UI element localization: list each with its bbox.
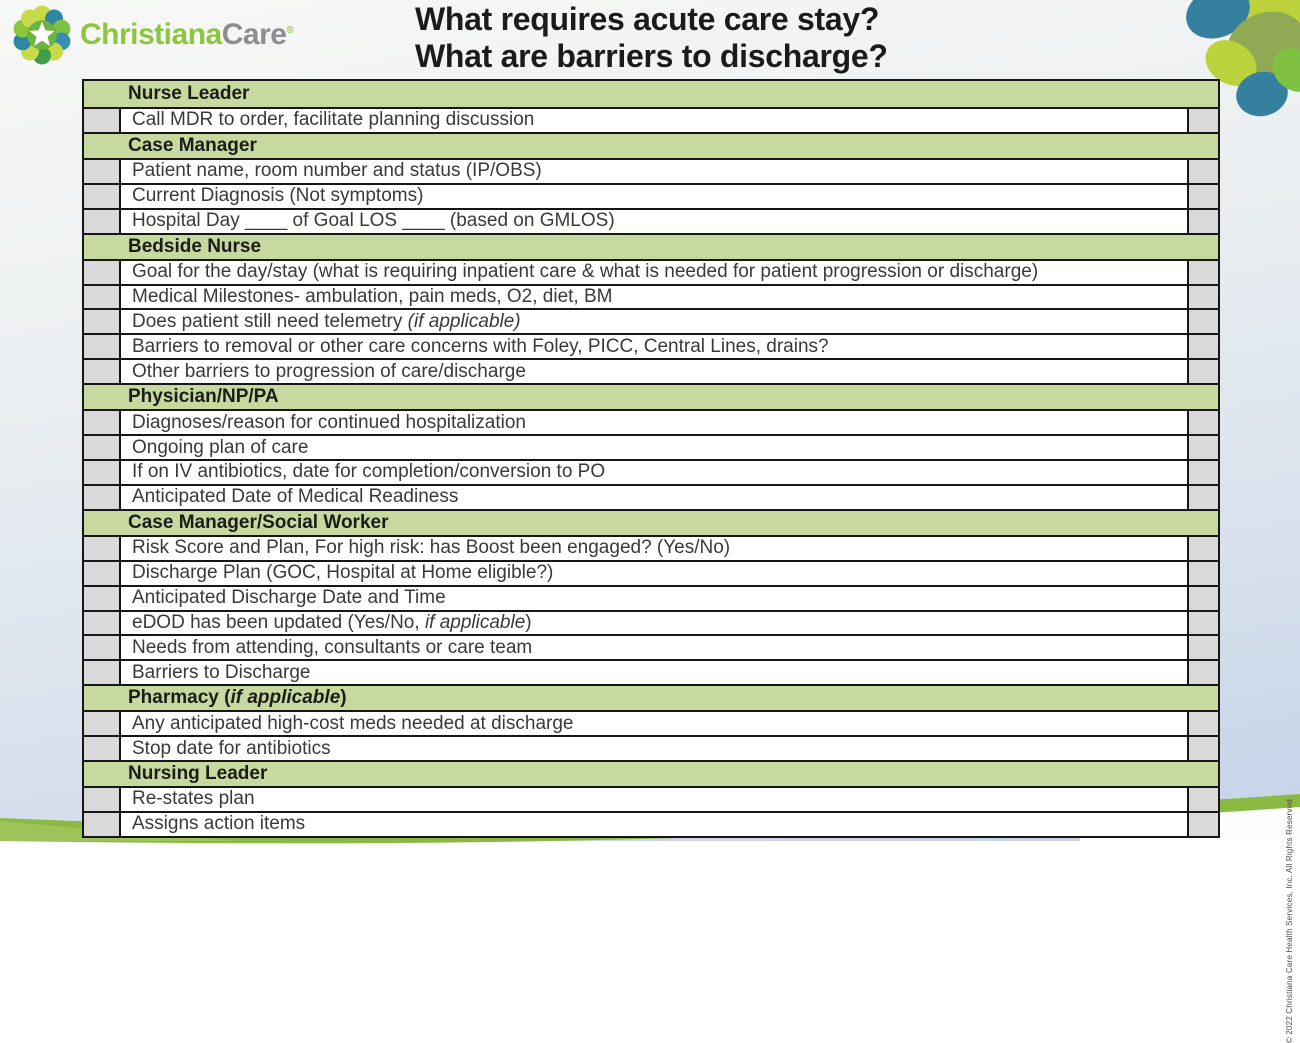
checklist-table: [82, 79, 1220, 838]
label-text: Nursing Leader: [128, 763, 268, 785]
section-header-label: [128, 512, 388, 534]
label-text: Anticipated Discharge Date and Time: [132, 587, 446, 609]
checklist-item-row: [84, 786, 1218, 811]
item-checkbox-cell-right[interactable]: [1187, 737, 1218, 760]
label-text: Ongoing plan of care: [132, 436, 309, 458]
label-text: if applicable: [230, 687, 341, 709]
label-text: (if applicable): [407, 310, 521, 332]
item-label: [121, 661, 1187, 684]
item-label-text: [132, 461, 605, 483]
item-label: [121, 109, 1187, 132]
item-checkbox-cell-right[interactable]: [1187, 109, 1218, 132]
section-header-row: [84, 81, 1218, 107]
item-label: [121, 737, 1187, 760]
item-checkbox-cell-right[interactable]: [1187, 537, 1218, 560]
label-text: ): [340, 687, 347, 709]
item-checkbox-cell-left[interactable]: [84, 360, 121, 383]
section-header-label: [128, 687, 347, 709]
item-label-text: [132, 286, 613, 308]
label-text: Medical Milestones- ambulation, pain meds, O2, diet, BM: [132, 285, 613, 307]
item-label-text: [132, 261, 1038, 283]
label-text: Case Manager: [128, 134, 257, 156]
item-label-text: [132, 738, 331, 760]
item-label-text: [132, 361, 526, 383]
item-label-text: [132, 210, 615, 232]
brand-wordmark: [80, 18, 293, 52]
item-checkbox-cell-right[interactable]: [1187, 335, 1218, 358]
label-text: Re-states plan: [132, 788, 255, 810]
item-label-text: [132, 486, 458, 508]
brand-logo: [10, 3, 293, 67]
label-text: Barriers to removal or other care concerns with Foley, PICC, Central Lines, drains?: [132, 335, 829, 357]
item-label-text: [132, 160, 542, 182]
item-label: [121, 813, 1187, 836]
section-header-row: [84, 383, 1218, 409]
item-label: [121, 335, 1187, 358]
item-checkbox-cell-right[interactable]: [1187, 562, 1218, 585]
item-label-text: [132, 813, 305, 835]
label-text: Risk Score and Plan, For high risk: has Boost been engaged? (Yes/No): [132, 537, 731, 559]
item-checkbox-cell-left[interactable]: [84, 310, 121, 333]
label-text: Diagnoses/reason for continued hospitalization: [132, 411, 526, 433]
item-label-text: [132, 109, 534, 131]
item-checkbox-cell-left[interactable]: [84, 335, 121, 358]
checklist-item-row: [84, 484, 1218, 509]
page-title: [415, 1, 888, 75]
label-text: Other barriers to progression of care/discharge: [132, 360, 526, 382]
section-header-row: [84, 760, 1218, 786]
item-label: [121, 587, 1187, 610]
checklist-item-row: [84, 535, 1218, 560]
checklist-item-row: [84, 208, 1218, 233]
item-label: [121, 636, 1187, 659]
item-label: [121, 286, 1187, 309]
label-text: Stop date for antibiotics: [132, 737, 331, 759]
item-checkbox-cell-left[interactable]: [84, 788, 121, 811]
item-label-text: [132, 336, 829, 358]
label-text: Bedside Nurse: [128, 235, 262, 257]
item-label: [121, 486, 1187, 509]
checklist-item-row: [84, 560, 1218, 585]
item-checkbox-cell-right[interactable]: [1187, 185, 1218, 208]
item-label: [121, 261, 1187, 284]
label-text: if applicable: [424, 611, 526, 633]
item-label-text: [132, 412, 526, 434]
section-header-row: [84, 684, 1218, 710]
item-label: [121, 612, 1187, 635]
label-text: Does patient still need telemetry: [132, 310, 408, 332]
item-checkbox-cell-right[interactable]: [1187, 310, 1218, 333]
label-text: Physician/NP/PA: [128, 386, 279, 408]
checklist-item-row: [84, 585, 1218, 610]
section-header-row: [84, 132, 1218, 158]
item-checkbox-cell-left[interactable]: [84, 109, 121, 132]
item-label: [121, 562, 1187, 585]
item-checkbox-cell-left[interactable]: [84, 486, 121, 509]
item-checkbox-cell-left[interactable]: [84, 185, 121, 208]
item-label-text: [132, 562, 553, 584]
label-text: Case Manager/Social Worker: [128, 511, 389, 533]
checklist-item-row: [84, 634, 1218, 659]
item-checkbox-cell-right[interactable]: [1187, 486, 1218, 509]
section-header-label: [128, 135, 257, 157]
item-checkbox-cell-right[interactable]: [1187, 411, 1218, 434]
label-text: Discharge Plan (GOC, Hospital at Home eligible?): [132, 562, 554, 584]
label-text: Barriers to Discharge: [132, 661, 311, 683]
label-text: Needs from attending, consultants or care team: [132, 636, 533, 658]
checklist-item-row: [84, 409, 1218, 434]
label-text: Call MDR to order, facilitate planning discussion: [132, 109, 535, 131]
item-checkbox-cell-left[interactable]: [84, 737, 121, 760]
checklist-item-row: [84, 735, 1218, 760]
item-label: [121, 160, 1187, 183]
item-label-text: [132, 537, 730, 559]
item-checkbox-cell-right[interactable]: [1187, 612, 1218, 635]
label-text: Anticipated Date of Medical Readiness: [132, 486, 459, 508]
item-checkbox-cell-right[interactable]: [1187, 661, 1218, 684]
item-checkbox-cell-left[interactable]: [84, 411, 121, 434]
title-line2: What are barriers to discharge?: [415, 38, 888, 74]
item-checkbox-cell-right[interactable]: [1187, 261, 1218, 284]
item-checkbox-cell-right[interactable]: [1187, 286, 1218, 309]
label-text: ): [525, 611, 532, 633]
section-header-label: [128, 386, 279, 408]
item-checkbox-cell-left[interactable]: [84, 712, 121, 735]
item-label-text: [132, 637, 532, 659]
section-header-row: [84, 233, 1218, 259]
item-checkbox-cell-left[interactable]: [84, 636, 121, 659]
item-checkbox-cell-left[interactable]: [84, 612, 121, 635]
label-text: eDOD has been updated (Yes/No,: [132, 611, 425, 633]
item-label-text: [132, 612, 532, 634]
item-label-text: [132, 788, 255, 810]
item-label: [121, 436, 1187, 459]
item-checkbox-cell-left[interactable]: [84, 210, 121, 233]
item-checkbox-cell-left[interactable]: [84, 160, 121, 183]
section-header-label: [128, 763, 267, 785]
item-label-text: [132, 311, 521, 333]
item-label: [121, 210, 1187, 233]
label-text: Nurse Leader: [128, 83, 250, 104]
checklist-item-row: [84, 259, 1218, 284]
checklist-item-row: [84, 284, 1218, 309]
item-label-text: [132, 185, 423, 207]
item-checkbox-cell-left[interactable]: [84, 461, 121, 484]
checklist-item-row: [84, 434, 1218, 459]
item-label: [121, 360, 1187, 383]
item-checkbox-cell-right[interactable]: [1187, 636, 1218, 659]
item-label-text: [132, 587, 446, 609]
item-label: [121, 537, 1187, 560]
item-checkbox-cell-left[interactable]: [84, 436, 121, 459]
item-checkbox-cell-right[interactable]: [1187, 712, 1218, 735]
section-header-row: [84, 509, 1218, 535]
checklist-item-row: [84, 158, 1218, 183]
item-checkbox-cell-right[interactable]: [1187, 436, 1218, 459]
registered-mark: ®: [286, 25, 294, 36]
item-label: [121, 310, 1187, 333]
item-checkbox-cell-left[interactable]: [84, 562, 121, 585]
item-label: [121, 461, 1187, 484]
item-checkbox-cell-right[interactable]: [1187, 788, 1218, 811]
item-checkbox-cell-right[interactable]: [1187, 587, 1218, 610]
checklist-item-row: [84, 710, 1218, 735]
item-checkbox-cell-left[interactable]: [84, 587, 121, 610]
item-checkbox-cell-left[interactable]: [84, 537, 121, 560]
checklist-item-row: [84, 333, 1218, 358]
checklist-item-row: [84, 659, 1218, 684]
item-label-text: [132, 662, 310, 684]
item-checkbox-cell-left[interactable]: [84, 661, 121, 684]
item-label: [121, 712, 1187, 735]
flower-logo-icon: [10, 3, 74, 67]
checklist-item-row: [84, 183, 1218, 208]
item-label: [121, 788, 1187, 811]
item-checkbox-cell-right[interactable]: [1187, 210, 1218, 233]
item-label: [121, 411, 1187, 434]
label-text: Current Diagnosis (Not symptoms): [132, 185, 424, 207]
item-checkbox-cell-left[interactable]: [84, 286, 121, 309]
item-checkbox-cell-right[interactable]: [1187, 360, 1218, 383]
checklist-item-row: [84, 107, 1218, 132]
label-text: Assigns action items: [132, 813, 306, 835]
checklist-item-row: [84, 459, 1218, 484]
item-checkbox-cell-left[interactable]: [84, 813, 121, 836]
checklist-item-row: [84, 610, 1218, 635]
label-text: Pharmacy (: [128, 687, 231, 709]
label-text: Any anticipated high-cost meds needed at discharge: [132, 712, 574, 734]
checklist-item-row: [84, 308, 1218, 333]
item-checkbox-cell-right[interactable]: [1187, 160, 1218, 183]
item-checkbox-cell-right[interactable]: [1187, 461, 1218, 484]
item-checkbox-cell-right[interactable]: [1187, 813, 1218, 836]
label-text: Hospital Day ____ of Goal LOS ____ (based on GMLOS): [132, 210, 615, 232]
brand-name-part1: Christiana: [80, 18, 222, 51]
item-label-text: [132, 713, 574, 735]
section-header-label: [128, 83, 249, 105]
section-header-label: [128, 236, 261, 258]
item-label-text: [132, 437, 308, 459]
label-text: Goal for the day/stay (what is requiring inpatient care & what is needed for patient progression or discharge): [132, 261, 1039, 283]
checklist-item-row: [84, 358, 1218, 383]
item-checkbox-cell-left[interactable]: [84, 261, 121, 284]
copyright-vertical: © 2022 Christiana Care Health Services, Inc. All Rights Reserved: [1285, 799, 1294, 1043]
checklist-item-row: [84, 811, 1218, 836]
brand-name-part2: Care: [221, 18, 287, 51]
title-line1: What requires acute care stay?: [415, 1, 880, 37]
item-label: [121, 185, 1187, 208]
label-text: Patient name, room number and status (IP/OBS): [132, 160, 542, 182]
label-text: If on IV antibiotics, date for completion/conversion to PO: [132, 461, 606, 483]
